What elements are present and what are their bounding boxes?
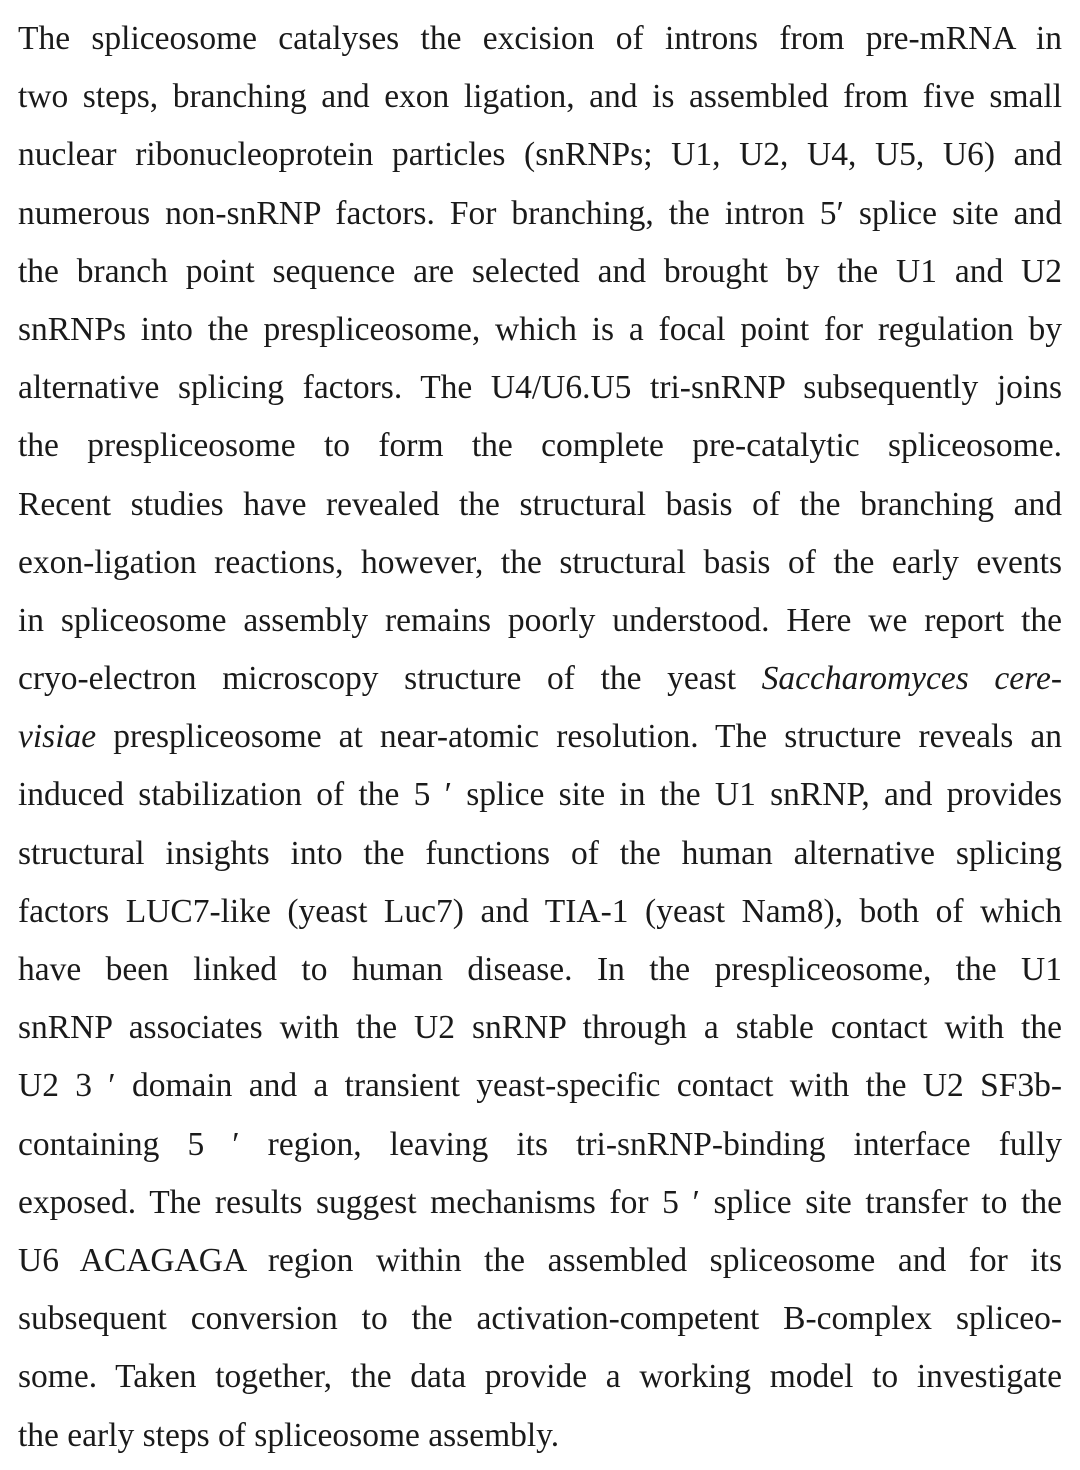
text-line-6: snRNPs into the prespliceosome, which is a focal point for regulation by [18,310,1062,348]
text-line-8: the prespliceosome to form the complete pre-catalytic spliceosome. [18,427,1062,465]
text-line-24: some. Taken together, the data provide a working model to investigate [18,1358,1062,1396]
text-line-21: exposed. The results suggest mechanisms for 5 ′ splice site transfer to the [18,1183,1062,1221]
abstract-paragraph [18,10,1062,1465]
text-line-22: U6 ACAGAGA region within the assembled spliceosome and for its [18,1241,1062,1279]
text-line-10: exon-ligation reactions, however, the structural basis of the early events [18,543,1062,581]
text-line-17: have been linked to human disease. In the prespliceosome, the U1 [18,951,1062,988]
text-line-13 [18,708,1062,766]
text-line-11: in spliceosome assembly remains poorly understood. Here we report the [18,601,1062,639]
text-line-7: alternative splicing factors. The U4/U6.U5 tri-snRNP subsequently joins [18,369,1062,407]
text-line-12 [18,650,1062,708]
text-line-4: numerous non-snRNP factors. For branching, the intron 5′ splice site and [18,194,1062,232]
text-line-15: structural insights into the functions of the human alternative splicing [18,834,1062,872]
text-line-19: U2 3 ′ domain and a transient yeast-specific contact with the U2 SF3b- [18,1067,1062,1105]
text-line-16: factors LUC7-like (yeast Luc7) and TIA-1 (yeast Nam8), both of which [18,892,1062,930]
text-line-14: induced stabilization of the 5 ′ splice site in the U1 snRNP, and provides [18,776,1062,814]
text-line-20: containing 5 ′ region, leaving its tri-snRNP-binding interface fully [18,1125,1062,1163]
text-line-3: nuclear ribonucleoprotein particles (snRNPs; U1, U2, U4, U5, U6) and [18,136,1062,174]
species-name-part-1: Saccharomyces cere- [761,660,1062,698]
text-line-12-roman: cryo-electron microscopy structure of the yeast [18,660,736,698]
text-line-18: snRNP associates with the U2 snRNP through a stable contact with the [18,1009,1062,1047]
text-line-23: subsequent conversion to the activation-competent B-complex spliceo- [18,1300,1062,1338]
text-line-2: two steps, branching and exon ligation, and is assembled from five small [18,78,1062,116]
species-name-part-2: visiae [18,718,97,756]
text-line-25: the early steps of spliceosome assembly. [18,1416,560,1454]
text-line-9: Recent studies have revealed the structural basis of the branching and [18,485,1062,523]
text-line-13-roman: prespliceosome at near-atomic resolution. The structure reveals an [113,718,1062,756]
text-line-5: the branch point sequence are selected and brought by the U1 and U2 [18,252,1062,290]
text-line-1: The spliceosome catalyses the excision of introns from pre-mRNA in [18,20,1062,57]
